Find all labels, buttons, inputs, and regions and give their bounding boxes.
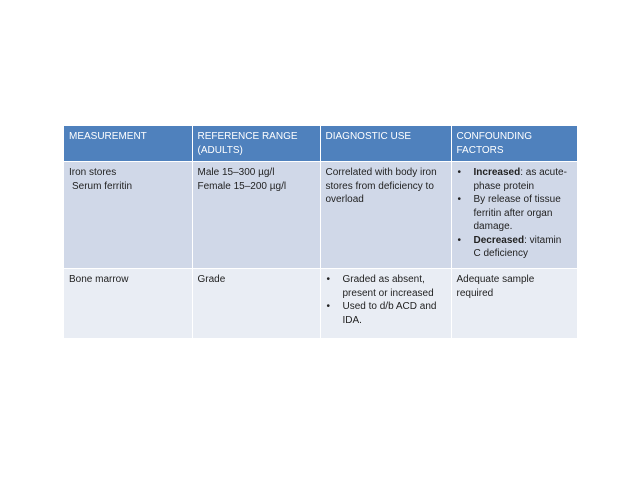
list-item [457,193,572,234]
cell-measurement [64,162,192,269]
cell-diagnostic-use: Correlated with body iron stores from deficiency to overload [320,162,451,269]
factor-text: By release of tissue ferritin after organ damage. [473,194,561,232]
header-reference-range: REFERENCE RANGE (ADULTS) [192,126,320,162]
iron-measurement-table [64,126,577,338]
bold-term: Decreased [473,234,525,246]
bold-term: Increased [473,167,521,178]
cell-diagnostic-use [320,269,451,339]
cell-confounding-factors [451,162,577,269]
reference-range-line: Male 15–300 µg/l [197,167,275,178]
header-measurement: MEASUREMENT [64,126,192,162]
measurement-line: Serum ferritin [72,180,133,192]
list-item [457,234,572,261]
diagnostic-use-list [326,273,445,327]
factor-text: : as acute-phase protein [473,167,567,192]
factor-text: : vitamin C deficiency [473,234,562,259]
reference-range-line: Female 15–200 µg/l [197,180,287,192]
table-row [64,162,577,269]
header-confounding-factors: CONFOUNDING FACTORS [451,126,577,162]
table-header-row [64,126,577,162]
list-item [457,166,572,193]
header-diagnostic-use: DIAGNOSTIC USE [320,126,451,162]
cell-reference-range: Grade [192,269,320,339]
cell-reference-range [192,162,320,269]
list-item: • Used to d/b ACD and IDA. [326,300,445,327]
cell-confounding-factors: Adequate sample required [451,269,577,339]
list-item: • Graded as absent, present or increased [326,273,445,300]
table-row [64,269,577,339]
cell-measurement: Bone marrow [64,269,192,339]
measurement-line: Iron stores [69,167,117,178]
confounding-factors-list [457,166,572,261]
